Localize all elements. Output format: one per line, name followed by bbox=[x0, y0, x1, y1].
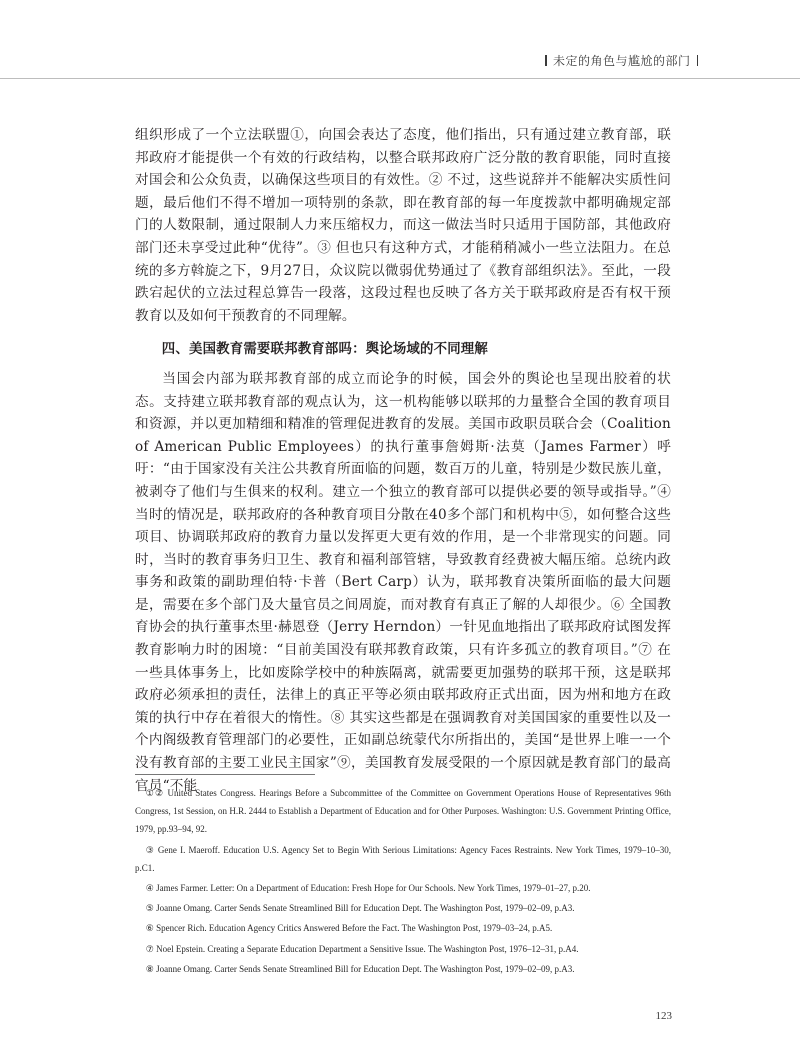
footnote: ⑥ Spencer Rich. Education Agency Critics Answered Before the Fact. The Washington Post, 1979–03–24, p.A5. bbox=[145, 923, 553, 934]
footnote: ⑧ Joanne Omang. Carter Sends Senate Streamlined Bill for Education Dept. The Washington Post, 1979–02–09, p.A3. bbox=[145, 963, 575, 974]
paragraph: 当国会内部为联邦教育部的成立而论争的时候，国会外的舆论也呈现出胶着的状态。支持建立联邦教育部的观点认为，这一机构能够以联邦的力量整合全国的教育项目和资源，并以更加精细和精准的管理促进教育的发展。美国市政职员联合会（Coalition of American Public Employees）的执行董事詹姆斯·法莫（James Farmer）呼吁：“由于国家没有关注公共教育所面临的问题，数百万的儿童，特别是少数民族儿童，被剥夺了他们与生俱来的权利。建立一个独立的教育部可以提供必要的领导或指导。”④ 当时的情况是，联邦政府的各种教育项目分散在40多个部门和机构中⑤，如何整合这些项目、协调联邦政府的教育力量以发挥更大更有效的作用，是一个非常现实的问题。同时，当时的教育事务归卫生、教育和福利部管辖，导致教育经费被大幅压缩。总统内政事务和政策的副助理伯特·卡普（Bert Carp）认为，联邦教育决策所面临的最大问题是，需要在多个部门及大量官员之间周旋，而对教育有真正了解的人却很少。⑥ 全国教育协会的执行董事杰里·赫恩登（Jerry Herndon）一针见血地指出了联邦政府试图发挥教育影响力时的困境：“目前美国没有联邦教育政策，只有许多孤立的教育项目。”⑦ 在一些具体事务上，比如废除学校中的种族隔离，就需要更加强势的联邦干预，这是联邦政府必须承担的责任，法律上的真正平等必须由联邦政府正式出面，因为州和地方在政策的执行中存在着很大的惰性。⑧ 其实这些都是在强调教育对美国国家的重要性以及一个内阁级教育管理部门的必要性，正如副总统蒙代尔所指出的，美国“是世界上唯一一个没有教育部的主要工业民主国家”⑨，美国教育发展受限的一个原因就是教育部门的最高官员“不能 bbox=[135, 370, 671, 794]
running-head-right-bar bbox=[697, 55, 699, 66]
running-head bbox=[539, 52, 704, 69]
footnotes bbox=[135, 784, 671, 980]
footnote: ④ James Farmer. Letter: On a Department of Education: Fresh Hope for Our Schools. New York Times, 1979–01–27, p.20. bbox=[145, 883, 591, 894]
section-heading: 四、美国教育需要联邦教育部吗：舆论场域的不同理解 bbox=[161, 342, 488, 358]
footnote-separator bbox=[135, 774, 315, 775]
page-number: 123 bbox=[655, 1010, 672, 1022]
running-head-left-bar bbox=[545, 55, 547, 66]
running-head-title: 未定的角色与尴尬的部门 bbox=[552, 54, 691, 68]
paragraph-continued: 组织形成了一个立法联盟①，向国会表达了态度，他们指出，只有通过建立教育部，联邦政府才能提供一个有效的行政结构，以整合联邦政府广泛分散的教育职能，同时直接对国会和公众负责，以确保这些项目的有效性。② 不过，这些说辞并不能解决实质性问题，最后他们不得不增加一项特别的条款，即在教育部的每一年度拨款中都明确规定部门的人数限制，通过限制人力来压缩权力，而这一做法当时只适用于国防部，其他政府部门还未享受过此种“优待”。③ 但也只有这种方式，才能稍稍减小一些立法阻力。在总统的多方斡旋之下，9月27日，众议院以微弱优势通过了《教育部组织法》。至此，一段跌宕起伏的立法过程总算告一段落，这段过程也反映了各方关于联邦政府是否有权干预教育以及如何干预教育的不同理解。 bbox=[135, 127, 671, 324]
footnote: ③ Gene I. Maeroff. Education U.S. Agency Set to Begin With Serious Limitations: Agency Faces Restraints. New York Times, 1979–10–30, p.C1. bbox=[135, 844, 671, 873]
main-text bbox=[135, 124, 671, 797]
footnote: ①② United States Congress. Hearings Before a Subcommittee of the Committee on Government Operations House of Representatives 96th Congress, 1st Session, on H.R. 2444 to Establish a Department of Education and for Other Purposes. Washington: U.S. Government Printing Office, 1979, pp.93–94, 92. bbox=[135, 788, 671, 835]
header-rule bbox=[0, 78, 800, 79]
footnote: ⑤ Joanne Omang. Carter Sends Senate Streamlined Bill for Education Dept. The Washington Post, 1979–02–09, p.A3. bbox=[145, 903, 575, 914]
footnote: ⑦ Noel Epstein. Creating a Separate Education Department a Sensitive Issue. The Washington Post, 1976–12–31, p.A4. bbox=[145, 943, 579, 954]
